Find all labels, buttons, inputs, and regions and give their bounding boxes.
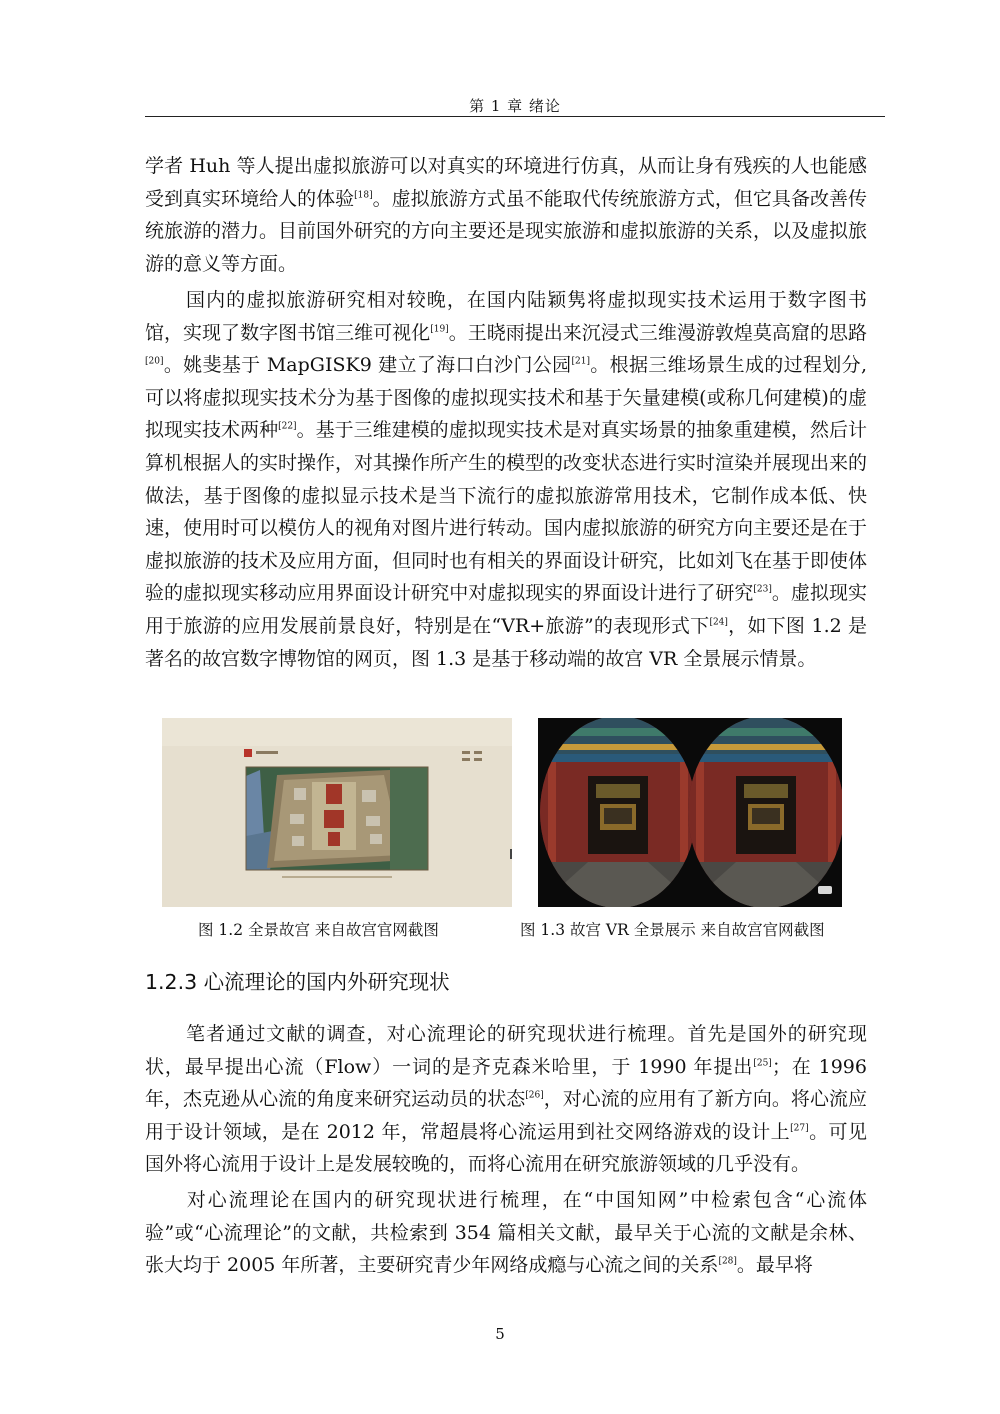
citation: [20] [145,356,164,367]
paragraph-3 [145,1018,867,1181]
citation: [22] [278,422,297,433]
text: 。最早将 [736,1254,813,1277]
citation: [25] [753,1058,772,1069]
text: 。根据三维场景生成的过程划分, 可以将虚拟现实技术分为基于图像的虚拟现实技术和基于矢量建模(或称几何建模)的虚拟现实技术两种 [145,354,867,442]
citation: [28] [718,1256,737,1267]
running-header: 第 1 章 绪论 [469,97,561,115]
page-number: 5 [495,1325,505,1343]
citation: [21] [571,356,590,367]
citation: [18] [354,190,373,201]
figure-1-3-caption: 图 1.3 故宫 VR 全景展示 来自故宫官网截图 [520,921,825,939]
paragraph-2 [145,284,867,675]
text: 国内的虚拟旅游研究相对较晚，在国内陆颖隽将虚拟现实技术运用于数字图书馆，实现了数字图书馆三维可视化 [145,289,867,344]
text: 。虚拟旅游方式虽不能取代传统旅游方式，但它具备改善传统旅游的潜力。目前国外研究的方向主要还是现实旅游和虚拟旅游的关系，以及虚拟旅游的意义等方面。 [145,187,868,275]
figure-1-2-image [162,718,512,907]
citation: [23] [753,585,772,596]
palace-website-illustration [162,718,512,907]
text: 。姚斐基于 MapGISK9 建立了海口白沙门公园 [163,354,572,377]
text: ；在 1996 年，杰克逊从心流的角度来研究运动员的状态 [145,1055,867,1111]
text: 。可见国外将心流用于设计上是发展较晚的，而将心流用在研究旅游领域的几乎没有。 [145,1120,867,1176]
text: 对心流理论在国内的研究现状进行梳理，在“中国知网”中检索包含“心流体验”或“心流理论”的文献，共检索到 354 篇相关文献，最早关于心流的文献是余林、张大均于 2005 年所著，主要研究青少年网络成瘾与心流之间的关系 [145,1189,867,1277]
text: 。虚拟现实用于旅游的应用发展前景良好，特别是在“VR+旅游”的表现形式下 [145,582,867,637]
citation: [26] [525,1090,544,1101]
citation: [24] [709,617,728,628]
text: 。基于三维建模的虚拟现实技术是对真实场景的抽象重建模，然后计算机根据人的实时操作，对其操作所产生的模型的改变状态进行实时渲染并展现出来的做法，基于图像的虚拟显示技术是当下流行的虚拟旅游常用技术，它制作成本低、快速，使用时可以模仿人的视角对图片进行转动。国内虚拟旅游的研究方向主要还是在于虚拟旅游的技术及应用方面，但同时也有相关的界面设计研究，比如刘飞在基于即使体验的虚拟现实移动应用界面设计研究中对虚拟现实的界面设计进行了研究 [145,419,868,605]
figure-1-3-image [538,718,842,907]
section-heading: 1.2.3 心流理论的国内外研究现状 [145,970,450,994]
figure-1-2-caption: 图 1.2 全景故宫 来自故宫官网截图 [198,921,439,939]
paragraph-4 [145,1184,867,1282]
citation: [27] [790,1123,809,1134]
citation: [19] [430,324,449,335]
header-rule [145,116,885,117]
text: 笔者通过文献的调查，对心流理论的研究现状进行梳理。首先是国外的研究现状，最早提出心流（Flow）一词的是齐克森米哈里，于 1990 年提出 [145,1023,867,1078]
vr-panorama-illustration [538,718,842,907]
text: ，如下图 1.2 是著名的故宫数字博物馆的网页，图 1.3 是基于移动端的故宫 VR 全景展示情景。 [145,614,867,670]
text: 。王晓雨提出来沉浸式三维漫游敦煌莫高窟的思路 [448,321,867,344]
text: ，对心流的应用有了新方向。将心流应用于设计领域，是在 2012 年，常超晨将心流运用到社交网络游戏的设计上 [145,1088,867,1143]
paragraph-1 [145,150,867,280]
text: 学者 Huh 等人提出虚拟旅游可以对真实的环境进行仿真，从而让身有残疾的人也能感受到真实环境给人的体验 [145,155,867,210]
